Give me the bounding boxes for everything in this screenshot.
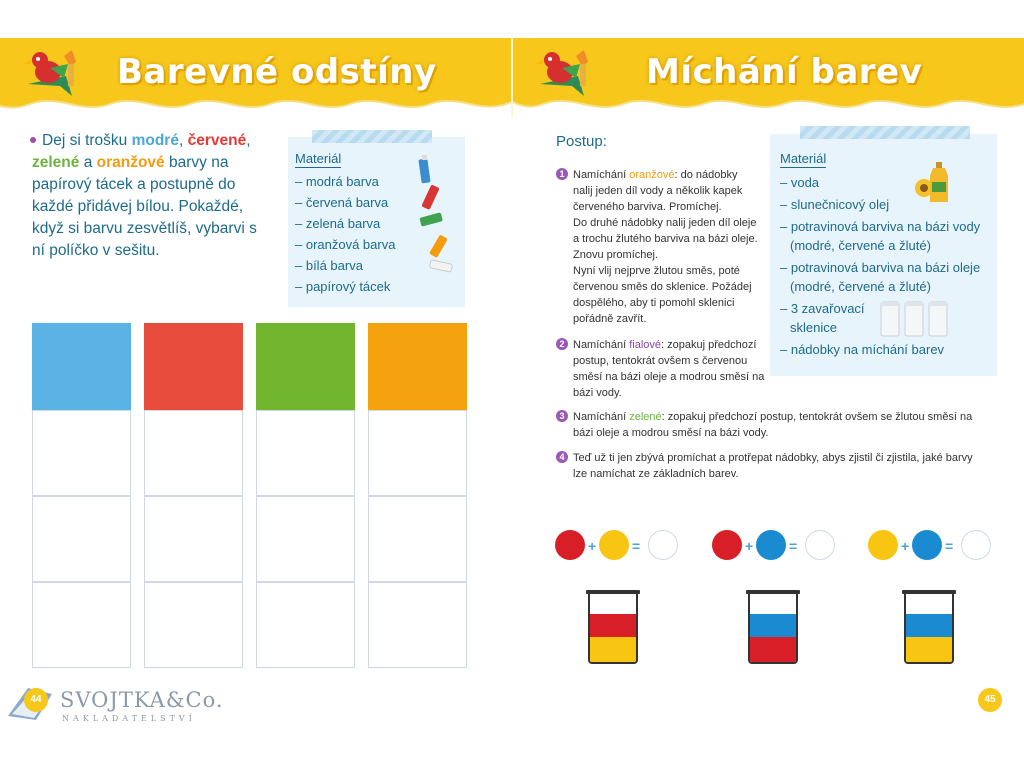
right-page-title: Míchání barev	[646, 52, 923, 92]
blank-cell[interactable]	[32, 582, 131, 668]
material-item: – voda	[780, 175, 820, 190]
step-line: Znovu promíchej.	[573, 249, 658, 261]
step-line: : zopakuj předchozí postup, tentokrát ovšem se žlutou směsí na	[661, 411, 973, 423]
step-highlight: zelené	[629, 411, 662, 423]
material-item: – nádobky na míchání barev	[780, 342, 945, 357]
word-modre: modré	[131, 132, 179, 149]
publisher-name: SVOJTKA&Co.	[60, 688, 224, 712]
jar-layer-top	[906, 614, 952, 637]
material-item: sklenice	[790, 320, 837, 335]
step-number: 2	[556, 338, 568, 350]
jar-body	[748, 594, 798, 664]
material-item: (modré, červené a žluté)	[790, 279, 931, 294]
step-line: Nyní vlij nejprve žlutou směs, poté	[573, 265, 740, 277]
step-line: bázi oleje a modrou směsí na bázi vody.	[573, 427, 769, 439]
plus-sign: +	[588, 538, 597, 554]
result-dot[interactable]	[805, 530, 835, 560]
blank-cell[interactable]	[368, 582, 467, 668]
word-oranzove: oranžové	[96, 154, 165, 171]
page-number-left: 44	[24, 688, 48, 712]
blank-cell[interactable]	[368, 410, 467, 496]
equals-sign: =	[632, 538, 641, 554]
blank-cell[interactable]	[32, 496, 131, 582]
step-line: dospělého, aby ti pomohl sklenici	[573, 297, 735, 309]
right-material-title: Materiál	[780, 151, 827, 166]
plus-sign: +	[745, 538, 754, 554]
right-material-tape	[800, 126, 970, 139]
material-item: – modrá barva	[295, 174, 379, 189]
step-4	[558, 450, 998, 482]
color-dot	[599, 530, 629, 560]
color-swatch-orange	[368, 323, 467, 410]
material-item: – zelená barva	[295, 216, 381, 231]
result-dot[interactable]	[961, 530, 991, 560]
step-1	[558, 167, 768, 327]
step-line: lze namíchat ze základních barev.	[573, 468, 739, 480]
bullet-dot	[30, 137, 36, 143]
left-material-list	[295, 150, 415, 297]
color-swatch-blue	[32, 323, 131, 410]
blank-cell[interactable]	[144, 410, 243, 496]
result-dot[interactable]	[648, 530, 678, 560]
intro-sep2: ,	[246, 132, 251, 149]
left-material-title: Materiál	[295, 151, 342, 166]
material-item: – bílá barva	[295, 258, 363, 273]
left-intro-text	[32, 130, 262, 262]
step-line: bázi vody.	[573, 387, 622, 399]
oil-bottle-icon	[914, 158, 956, 206]
blank-cell[interactable]	[32, 410, 131, 496]
step-line: postup, tentokrát ovšem s červenou	[573, 355, 748, 367]
parrot-icon	[20, 46, 84, 102]
jar-body	[588, 594, 638, 664]
step-number: 4	[556, 451, 568, 463]
blank-cell[interactable]	[144, 582, 243, 668]
step-3	[558, 409, 998, 441]
step-prefix: Namíchání	[573, 411, 630, 423]
material-item: – potravinová barviva na bázi vody	[780, 219, 981, 234]
step-prefix: Namíchání	[573, 169, 630, 181]
material-item: – potravinová barviva na bázi oleje	[780, 260, 981, 275]
color-dot	[756, 530, 786, 560]
plus-sign: +	[901, 538, 910, 554]
step-line: Teď už ti jen zbývá promíchat a protřepat nádobky, abys zjistil či zjistila, jaké barvy	[573, 452, 973, 464]
color-dot	[555, 530, 585, 560]
intro-sep1: ,	[178, 132, 188, 149]
step-2	[558, 337, 768, 401]
left-page-title: Barevné odstíny	[117, 52, 437, 92]
step-highlight: fialové	[629, 339, 662, 351]
color-swatch-green	[256, 323, 355, 410]
jar-body	[904, 594, 954, 664]
equals-sign: =	[945, 538, 954, 554]
blank-cell[interactable]	[256, 410, 355, 496]
page-number-right: 45	[978, 688, 1002, 712]
material-item: – papírový tácek	[295, 279, 391, 294]
paint-tubes-icon	[412, 155, 464, 280]
jar-layer-bottom	[750, 637, 796, 664]
step-number: 3	[556, 410, 568, 422]
intro-part2: barvy na papírový tácek a postupně do každé přidávej bílou. Pokaždé, když si barvu zesvětlíš, vybarvi s ní políčko v sešitu.	[32, 154, 257, 259]
word-zelene: zelené	[32, 154, 80, 171]
jar-layer-bottom	[590, 637, 636, 664]
step-line: červeného barviva. Promíchej.	[573, 201, 722, 213]
jar-layer-top	[750, 614, 796, 637]
blank-cell[interactable]	[368, 496, 467, 582]
intro-sep3: a	[79, 154, 97, 171]
step-prefix: Namíchání	[573, 339, 630, 351]
jars-icon	[880, 300, 950, 338]
blank-cell[interactable]	[256, 496, 355, 582]
material-item: (modré, červené a žluté)	[790, 238, 931, 253]
equals-sign: =	[789, 538, 798, 554]
step-line: směsí na bázi oleje a modrou směsí na	[573, 371, 765, 383]
step-line: : zopakuj předchozí	[661, 339, 757, 351]
material-item: – oranžová barva	[295, 237, 396, 252]
step-line: nalij jeden díl vody a několik kapek	[573, 185, 743, 197]
step-highlight: oranžové	[629, 169, 675, 181]
color-dot	[868, 530, 898, 560]
left-material-tape	[312, 130, 432, 143]
step-line: Do druhé nádobky nalij jeden díl oleje	[573, 217, 757, 229]
step-line: červenou směs do sklenice. Požádej	[573, 281, 752, 293]
blank-cell[interactable]	[256, 582, 355, 668]
color-swatch-red	[144, 323, 243, 410]
word-cervene: červené	[187, 132, 247, 149]
material-item: – červená barva	[295, 195, 389, 210]
blank-cell[interactable]	[144, 496, 243, 582]
jar-layer-bottom	[906, 637, 952, 664]
parrot-icon-right	[532, 46, 596, 102]
step-line: : do nádobky	[674, 169, 738, 181]
intro-part1: Dej si trošku	[42, 132, 132, 149]
color-dot	[712, 530, 742, 560]
step-line: a trochu žlutého barviva na bázi oleje.	[573, 233, 758, 245]
material-item: – 3 zavařovací	[780, 301, 865, 316]
step-line: pořádně zavřít.	[573, 313, 647, 325]
color-dot	[912, 530, 942, 560]
step-number: 1	[556, 168, 568, 180]
publisher-subtitle: NAKLADATELSTVÍ	[62, 714, 196, 723]
material-item: – slunečnicový olej	[780, 197, 890, 212]
jar-layer-top	[590, 614, 636, 637]
postup-heading: Postup:	[556, 133, 607, 150]
